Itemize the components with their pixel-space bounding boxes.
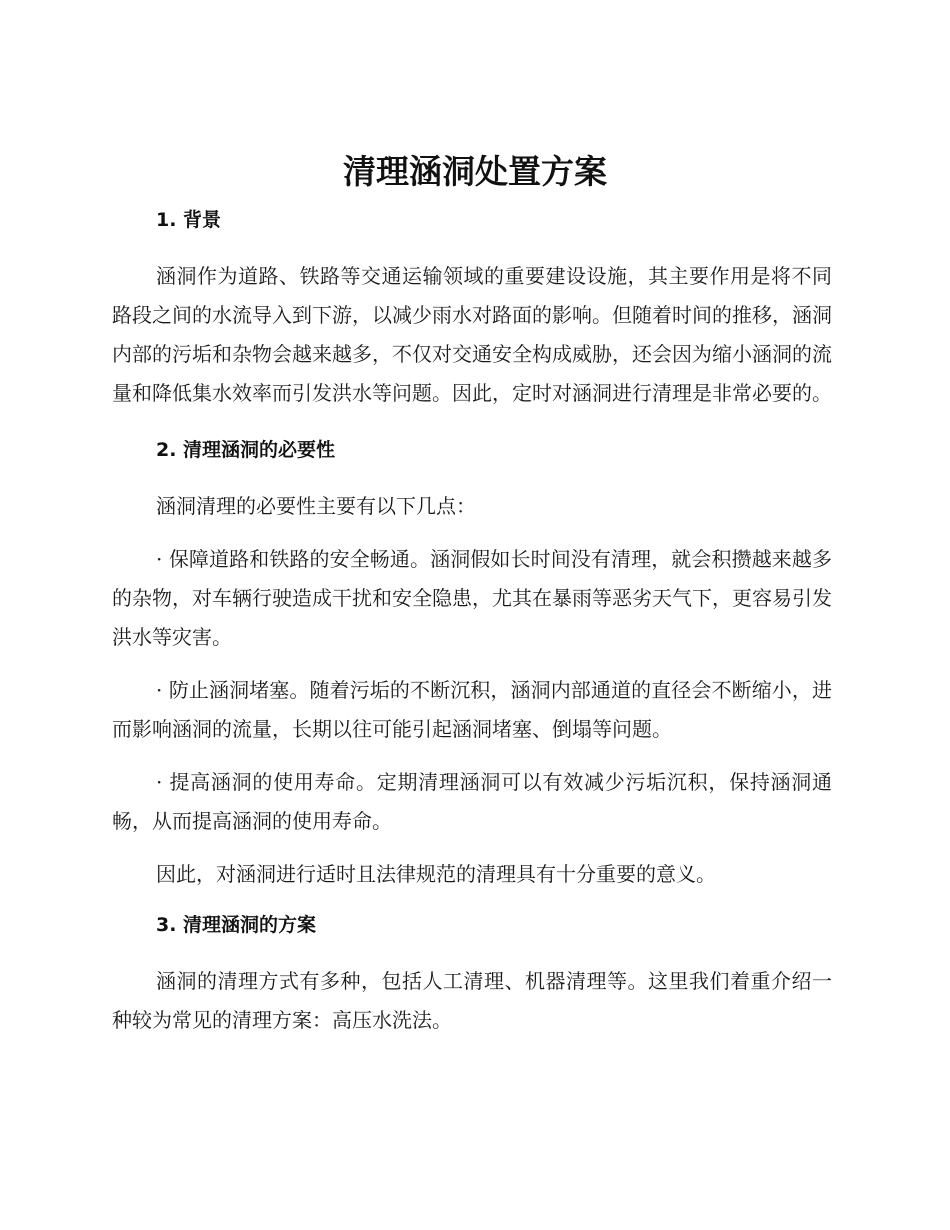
section-heading-plan: 3. 清理涵洞的方案 bbox=[156, 914, 317, 936]
section-heading-necessity: 2. 清理涵洞的必要性 bbox=[156, 439, 336, 461]
paragraph: 因此，对涵洞进行适时且法律规范的清理具有十分重要的意义。 bbox=[156, 862, 716, 886]
bullet-paragraph: · 提高涵洞的使用寿命。定期清理涵洞可以有效减少污垢沉积，保持涵洞通畅，从而提高涵洞的使用寿命。 bbox=[112, 770, 832, 833]
section-heading-background: 1. 背景 bbox=[156, 209, 222, 231]
bullet-paragraph: · 保障道路和铁路的安全畅通。涵洞假如长时间没有清理，就会积攒越来越多的杂物，对车辆行驶造成干扰和安全隐患，尤其在暴雨等恶劣天气下，更容易引发洪水等灾害。 bbox=[112, 547, 832, 649]
document-body bbox=[112, 203, 832, 1054]
paragraph: 涵洞作为道路、铁路等交通运输领域的重要建设设施，其主要作用是将不同路段之间的水流导入到下游，以减少雨水对路面的影响。但随着时间的推移，涵洞内部的污垢和杂物会越来越多，不仅对交通安全构成威胁，还会因为缩小涵洞的流量和降低集水效率而引发洪水等问题。因此，定时对涵洞进行清理是非常必要的。 bbox=[112, 264, 832, 405]
paragraph: 涵洞的清理方式有多种，包括人工清理、机器清理等。这里我们着重介绍一种较为常见的清理方案：高压水洗法。 bbox=[112, 969, 832, 1032]
bullet-paragraph: · 防止涵洞堵塞。随着污垢的不断沉积，涵洞内部通道的直径会不断缩小，进而影响涵洞的流量，长期以往可能引起涵洞堵塞、倒塌等问题。 bbox=[112, 678, 832, 741]
page-title: 清理涵洞处置方案 bbox=[343, 152, 607, 191]
paragraph: 涵洞清理的必要性主要有以下几点： bbox=[156, 494, 476, 518]
